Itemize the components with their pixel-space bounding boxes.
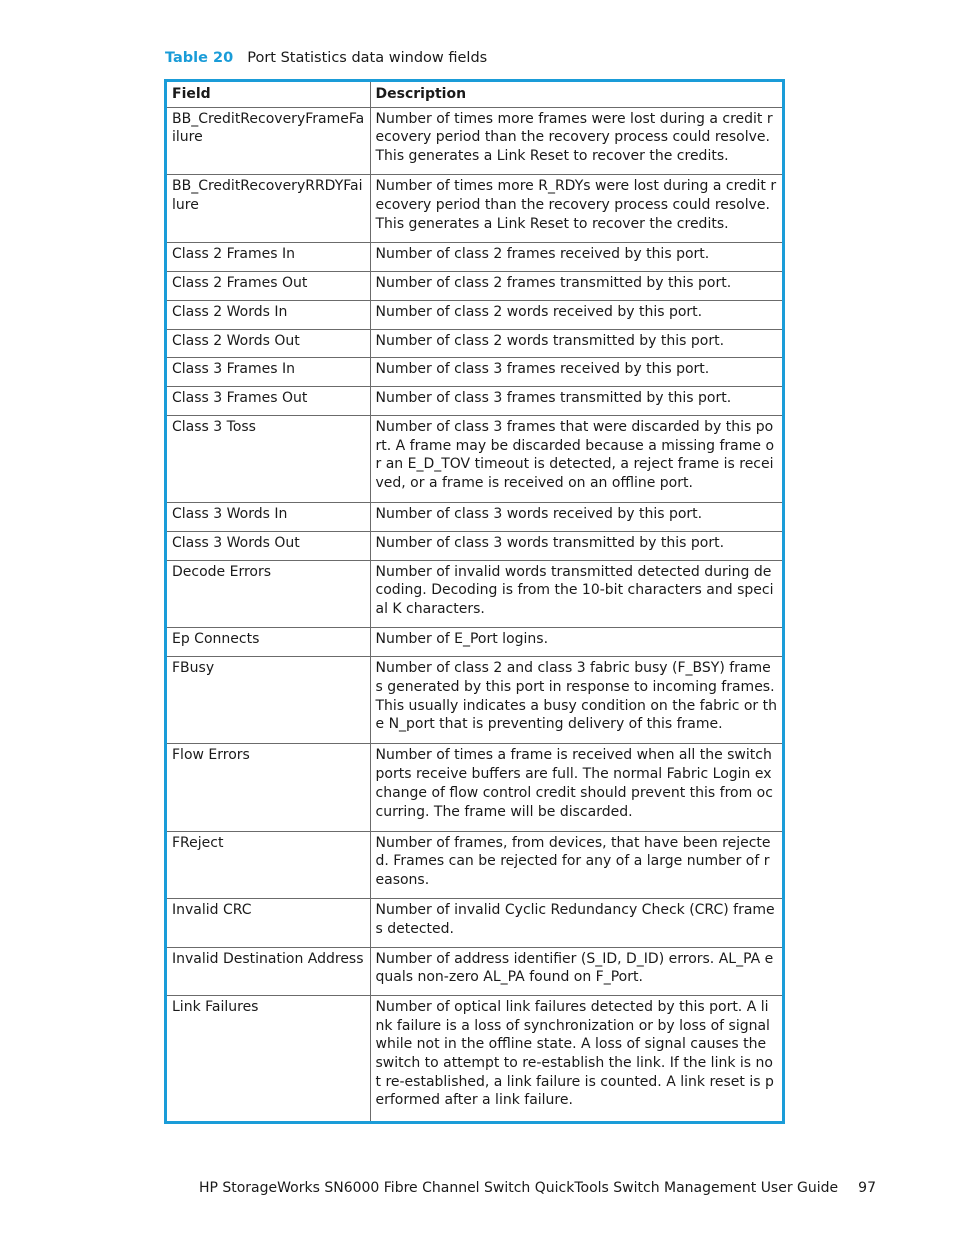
field-cell: Class 2 Frames Out: [167, 271, 370, 300]
table-caption: [165, 50, 487, 66]
table-header-row: [167, 82, 782, 107]
table-number: Table 20: [165, 50, 234, 66]
field-cell: Class 3 Frames Out: [167, 387, 370, 416]
table-row: [167, 358, 782, 387]
description-cell: Number of times more frames were lost during a credit recovery period than the recovery process could resolve. This generates a Link Reset to recover the credits.: [370, 107, 782, 175]
table-row: [167, 387, 782, 416]
description-cell: Number of class 3 frames that were discarded by this port. A frame may be discarded because a missing frame or an E_D_TOV timeout is detected, a reject frame is received, or a frame is received on an offline port.: [370, 415, 782, 502]
table-row: [167, 175, 782, 243]
field-cell: Class 2 Words Out: [167, 329, 370, 358]
field-cell: Link Failures: [167, 995, 370, 1121]
description-cell: Number of class 2 frames transmitted by this port.: [370, 271, 782, 300]
port-statistics-table: [164, 79, 785, 1124]
table-row: [167, 744, 782, 831]
table-row: [167, 995, 782, 1121]
table-row: [167, 560, 782, 628]
table-row: [167, 329, 782, 358]
description-cell: Number of class 3 frames received by this port.: [370, 358, 782, 387]
field-cell: Invalid CRC: [167, 899, 370, 947]
field-cell: FBusy: [167, 657, 370, 744]
description-cell: Number of class 2 words received by this port.: [370, 300, 782, 329]
description-cell: Number of invalid words transmitted detected during decoding. Decoding is from the 10-bit characters and special K characters.: [370, 560, 782, 628]
field-cell: BB_CreditRecoveryFrameFailure: [167, 107, 370, 175]
table-row: [167, 415, 782, 502]
field-cell: Ep Connects: [167, 628, 370, 657]
field-cell: Flow Errors: [167, 744, 370, 831]
description-cell: Number of class 3 words transmitted by this port.: [370, 531, 782, 560]
table-row: [167, 657, 782, 744]
page-number: 97: [858, 1180, 876, 1196]
table-row: [167, 300, 782, 329]
description-cell: Number of invalid Cyclic Redundancy Check (CRC) frames detected.: [370, 899, 782, 947]
description-cell: Number of frames, from devices, that have been rejected. Frames can be rejected for any of a large number of reasons.: [370, 831, 782, 899]
description-cell: Number of class 2 frames received by this port.: [370, 243, 782, 272]
page-footer: [199, 1180, 876, 1196]
field-cell: Class 3 Frames In: [167, 358, 370, 387]
field-cell: Class 2 Words In: [167, 300, 370, 329]
table-row: [167, 107, 782, 175]
description-cell: Number of times a frame is received when all the switch ports receive buffers are full. The normal Fabric Login exchange of flow control credit should prevent this from occurring. The frame will be discarded.: [370, 744, 782, 831]
description-cell: Number of address identifier (S_ID, D_ID) errors. AL_PA equals non-zero AL_PA found on F_Port.: [370, 947, 782, 995]
field-cell: Class 3 Words Out: [167, 531, 370, 560]
table-row: [167, 899, 782, 947]
table-row: [167, 271, 782, 300]
field-cell: Class 2 Frames In: [167, 243, 370, 272]
field-cell: Decode Errors: [167, 560, 370, 628]
description-cell: Number of class 3 words received by this port.: [370, 503, 782, 532]
table-row: [167, 503, 782, 532]
description-cell: Number of E_Port logins.: [370, 628, 782, 657]
field-cell: Class 3 Words In: [167, 503, 370, 532]
table-row: [167, 628, 782, 657]
table-row: [167, 831, 782, 899]
table-row: [167, 947, 782, 995]
description-cell: Number of class 2 and class 3 fabric busy (F_BSY) frames generated by this port in response to incoming frames. This usually indicates a busy condition on the fabric or the N_port that is preventing delivery of this frame.: [370, 657, 782, 744]
table-title: Port Statistics data window fields: [247, 50, 488, 66]
table-row: [167, 531, 782, 560]
field-cell: Class 3 Toss: [167, 415, 370, 502]
header-description: Description: [370, 82, 782, 107]
table-row: [167, 243, 782, 272]
header-field: Field: [167, 82, 370, 107]
description-cell: Number of times more R_RDYs were lost during a credit recovery period than the recovery process could resolve. This generates a Link Reset to recover the credits.: [370, 175, 782, 243]
description-cell: Number of optical link failures detected by this port. A link failure is a loss of synchronization or by loss of signal while not in the offline state. A loss of signal causes the switch to attempt to re-establish the link. If the link is not re-established, a link failure is counted. A link reset is performed after a link failure.: [370, 995, 782, 1121]
description-cell: Number of class 3 frames transmitted by this port.: [370, 387, 782, 416]
field-cell: BB_CreditRecoveryRRDYFailure: [167, 175, 370, 243]
description-cell: Number of class 2 words transmitted by this port.: [370, 329, 782, 358]
footer-title: HP StorageWorks SN6000 Fibre Channel Switch QuickTools Switch Management User Guide: [198, 1180, 839, 1196]
field-cell: FReject: [167, 831, 370, 899]
field-cell: Invalid Destination Address: [167, 947, 370, 995]
